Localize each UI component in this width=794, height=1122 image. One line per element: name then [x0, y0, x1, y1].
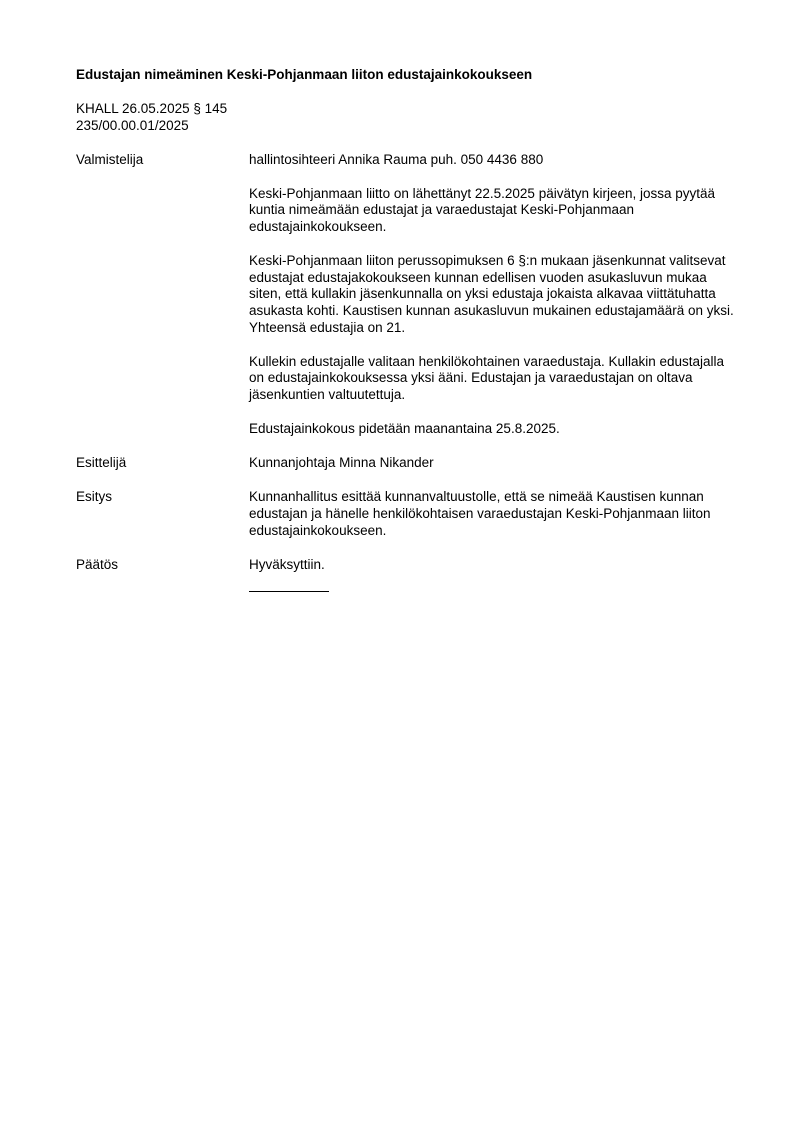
presenter-text: Kunnanjohtaja Minna Nikander	[249, 455, 434, 470]
esitys-content	[249, 489, 737, 539]
paragraph: Edustajainkokous pidetään maanantaina 25.8.2025.	[249, 420, 560, 436]
esitys-label: Esitys	[76, 489, 113, 504]
end-line	[249, 591, 329, 592]
meeting-reference: KHALL 26.05.2025 § 145	[76, 101, 228, 116]
paragraph: Kullekin edustajalle valitaan henkilökohtainen varaedustaja. Kullakin edustajalla on edustajainkokouksessa yksi ääni. Edustajan ja varaedustajan on oltava jäsenkuntien valtuutettuja.	[249, 353, 725, 403]
proposal-text: Kunnanhallitus esittää kunnanvaltuustolle, että se nimeää Kaustisen kunnan edustajan ja hänelle henkilökohtaisen varaedustajan Keski-Pohjanmaan liiton edustajainkokoukseen.	[249, 489, 711, 538]
esittelija-content	[249, 455, 737, 472]
decision-text: Hyväksyttiin.	[249, 557, 325, 572]
valmistelija-content	[249, 152, 737, 438]
case-number: 235/00.00.01/2025	[76, 117, 189, 133]
preparer-text: hallintosihteeri Annika Rauma puh. 050 4436 880	[249, 152, 544, 167]
paragraph: Keski-Pohjanmaan liiton perussopimuksen 6 §:n mukaan jäsenkunnat valitsevat edustajat edustajakokoukseen kunnan edellisen vuoden asukasluvun mukaa siten, että kullakin jäsenkunnalla on yksi edustaja jokaista alkavaa viittätuhatta asukasta kohti. Kaustisen kunnan asukasluvun mukainen edustajamäärä on yksi. Yhteensä edustajia on 21.	[249, 252, 734, 335]
reference-block	[76, 101, 227, 135]
valmistelija-label: Valmistelija	[76, 152, 144, 167]
paatos-label: Päätös	[76, 557, 119, 572]
paragraph: Keski-Pohjanmaan liitto on lähettänyt 22.5.2025 päivätyn kirjeen, jossa pyytää kuntia nimeämään edustajat ja varaedustajat Keski-Pohjanmaan edustajainkokoukseen.	[249, 185, 716, 235]
paatos-content	[249, 557, 737, 592]
document-title: Edustajan nimeäminen Keski-Pohjanmaan liiton edustajainkokoukseen	[76, 67, 533, 82]
esittelija-label: Esittelijä	[76, 455, 127, 470]
